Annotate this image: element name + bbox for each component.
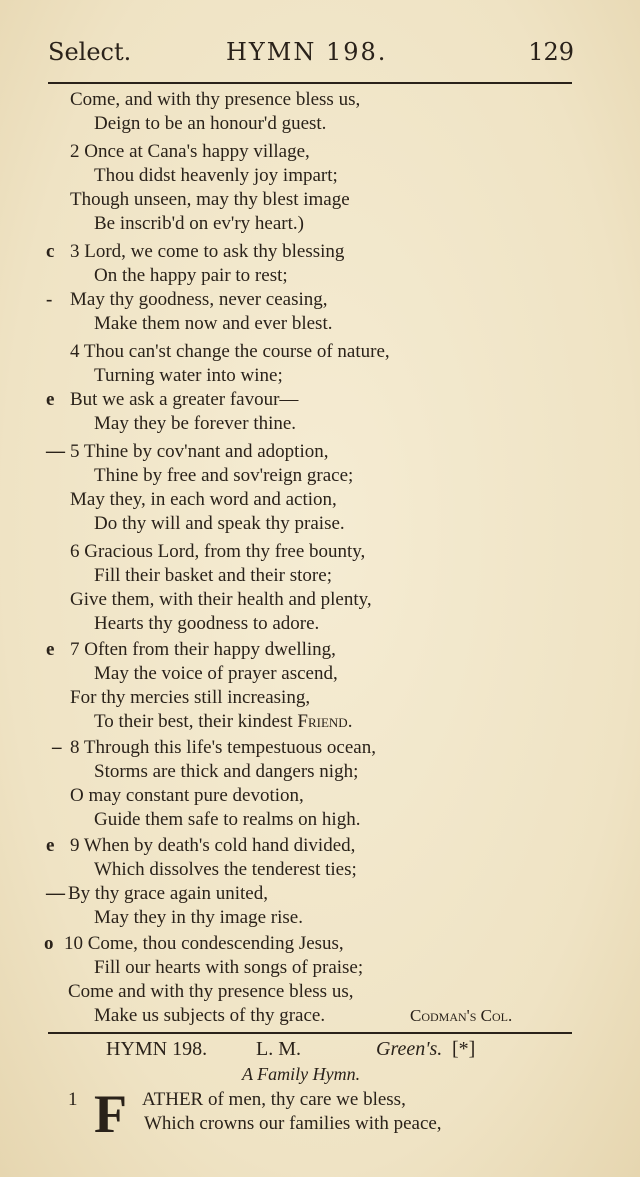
verse-line: Come and with thy presence bless us, [68,981,354,1002]
verse-line: May they in thy image rise. [94,907,303,928]
hymn-meter: L. M. [256,1038,301,1060]
verse-number: 1 [68,1089,78,1110]
verse-line: Which dissolves the tenderest ties; [94,859,357,880]
verse-line [94,710,352,734]
section-rule [48,1032,572,1034]
header-hymn-number: HYMN 198. [226,38,388,66]
verse-line: May thy goodness, never ceasing, [70,289,328,310]
verse-line: 10 Come, thou condescending Jesus, [64,933,344,954]
dynamics-mark: – [52,737,62,758]
dynamics-mark: e [46,389,55,410]
verse-line: Do thy will and speak thy praise. [94,513,345,534]
verse-line: Though unseen, may thy blest image [70,189,350,210]
hymn-note: [*] [452,1038,476,1060]
verse-line: On the happy pair to rest; [94,265,288,286]
verse-line: Deign to be an honour'd guest. [94,113,327,134]
verse-line: Thine by free and sov'reign grace; [94,465,354,486]
dynamics-mark: c [46,241,55,262]
verse-line: 9 When by death's cold hand divided, [70,835,356,856]
verse-line: ATHER of men, thy care we bless, [142,1089,406,1110]
verse-line: For thy mercies still increasing, [70,687,311,708]
dynamics-mark: — [46,441,65,462]
header-section: Select. [48,38,132,66]
verse-line: Hearts thy goodness to adore. [94,613,320,634]
dynamics-mark: e [46,639,55,660]
verse-line: By thy grace again united, [68,883,268,904]
page-number: 129 [528,38,574,66]
dynamics-mark: o [44,933,54,954]
verse-text: To their best, their kindest [94,711,293,732]
verse-line: Guide them safe to realms on high. [94,809,361,830]
verse-line: O may constant pure devotion, [70,785,304,806]
verse-line: 5 Thine by cov'nant and adoption, [70,441,329,462]
running-header [48,38,578,78]
dynamics-mark: - [46,289,53,310]
verse-line: Come, and with thy presence bless us, [70,89,361,110]
verse-line: Fill our hearts with songs of praise; [94,957,364,978]
verse-line: Make us subjects of thy grace. [94,1005,326,1026]
verse-line: Which crowns our families with peace, [144,1113,442,1134]
friend-word: Friend. [297,711,353,732]
attribution: Codman's Col. [410,1006,513,1025]
verse-line: 3 Lord, we come to ask thy blessing [70,241,345,262]
verse-line: Make them now and ever blest. [94,313,333,334]
verse-line: May the voice of prayer ascend, [94,663,338,684]
hymn-tune: Green's. [376,1038,443,1060]
verse-line: Give them, with their health and plenty, [70,589,372,610]
hymn-title: HYMN 198. [106,1038,208,1060]
verse-line: May they, in each word and action, [70,489,337,510]
verse-line: 6 Gracious Lord, from thy free bounty, [70,541,366,562]
verse-line: 7 Often from their happy dwelling, [70,639,336,660]
verse-line: 2 Once at Cana's happy village, [70,141,310,162]
verse-line: 4 Thou can'st change the course of nature, [70,341,390,362]
hymn-subtitle: A Family Hymn. [242,1064,361,1084]
verse-line: Turning water into wine; [94,365,283,386]
verse-line: But we ask a greater favour— [70,389,299,410]
header-rule [48,82,572,84]
verse-line: Storms are thick and dangers nigh; [94,761,359,782]
dynamics-mark: — [46,883,65,904]
drop-cap: F [94,1084,127,1144]
dynamics-mark: e [46,835,55,856]
verse-line: Fill their basket and their store; [94,565,332,586]
verse-line: Be inscrib'd on ev'ry heart.) [94,213,304,234]
verse-line: Thou didst heavenly joy impart; [94,165,338,186]
verse-line: May they be forever thine. [94,413,297,434]
verse-line: 8 Through this life's tempestuous ocean, [70,737,376,758]
